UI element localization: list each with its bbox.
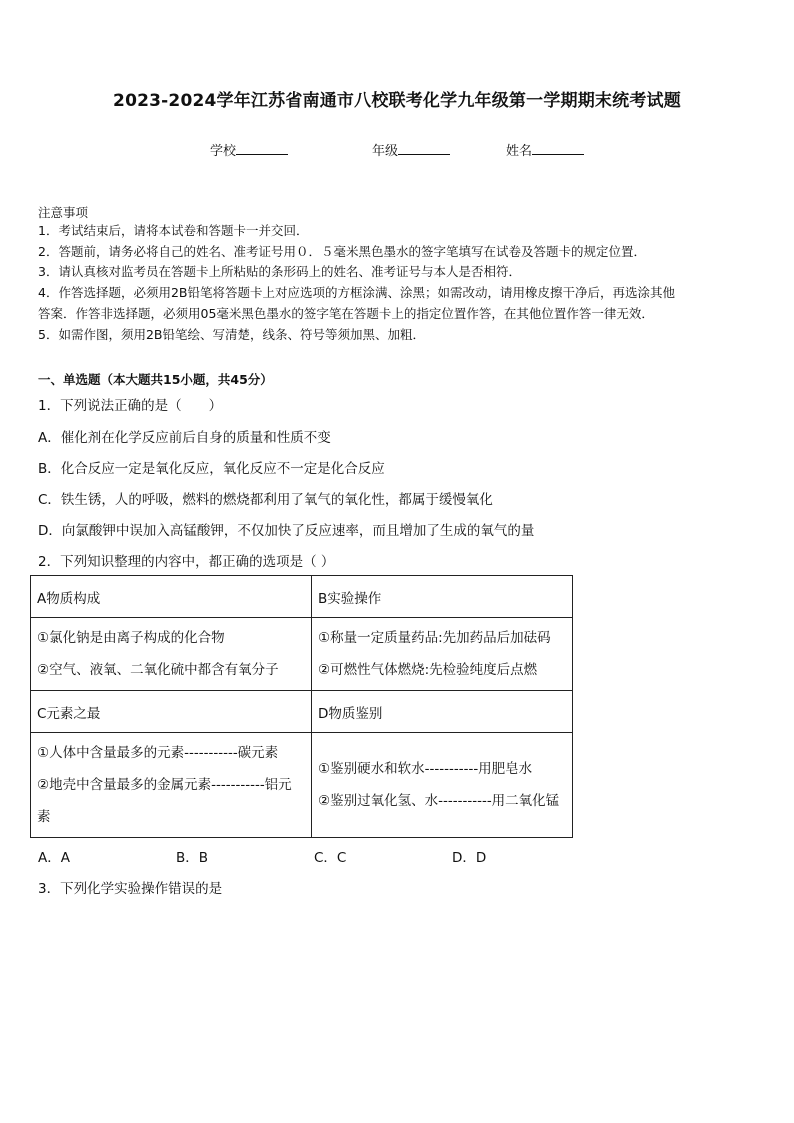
- section-heading: 一、单选题（本大题共15小题，共45分）: [38, 372, 273, 387]
- cell-b-content: [312, 618, 573, 691]
- question-2-choice-d: D．D: [452, 850, 487, 866]
- cell-line: ②空气、液氧、二氧化硫中都含有氧分子: [37, 662, 279, 678]
- question-1-option-b: B．化合反应一定是氧化反应，氧化反应不一定是化合反应: [38, 461, 385, 477]
- page-title: 2023-2024学年江苏省南通市八校联考化学九年级第一学期期末统考试题: [113, 91, 681, 111]
- note-item: 1．考试结束后，请将本试卷和答题卡一并交回．: [38, 223, 309, 238]
- grade-label: 年级: [372, 144, 399, 159]
- school-blank: [236, 141, 288, 155]
- question-1-option-a: A．催化剂在化学反应前后自身的质量和性质不变: [38, 430, 331, 446]
- question-2-choice-c: C．C: [314, 850, 347, 866]
- question-2-choice-a: A．A: [38, 850, 70, 866]
- cell-line: 素: [37, 809, 51, 825]
- question-1-stem: 1．下列说法正确的是（ ）: [38, 398, 223, 414]
- question-1-option-d: D．向氯酸钾中误加入高锰酸钾，不仅加快了反应速率，而且增加了生成的氧气的量: [38, 523, 535, 539]
- cell-line: ①氯化钠是由离子构成的化合物: [37, 630, 225, 646]
- cell-b-heading: B实验操作: [312, 576, 573, 618]
- grade-blank: [398, 141, 450, 155]
- table-row: [31, 733, 573, 838]
- cell-c-content: [31, 733, 312, 838]
- note-item: 4．作答选择题，必须用2B铅笔将答题卡上对应选项的方框涂满、涂黑；如需改动，请用橡皮擦干净后，再选涂其他: [38, 285, 675, 300]
- cell-line: ②可燃性气体燃烧:先检验纯度后点燃: [318, 662, 538, 678]
- grade-field: [372, 140, 450, 159]
- cell-d-heading: D物质鉴别: [312, 691, 573, 733]
- note-item: 3．请认真核对监考员在答题卡上所粘贴的条形码上的姓名、准考证号与本人是否相符．: [38, 264, 521, 279]
- knowledge-table: [30, 575, 573, 838]
- cell-c-heading: C元素之最: [31, 691, 312, 733]
- note-item: 2．答题前，请务必将自己的姓名、准考证号用０．５毫米黑色墨水的签字笔填写在试卷及答题卡的规定位置．: [38, 244, 646, 259]
- question-1-option-c: C．铁生锈，人的呼吸，燃料的燃烧都利用了氧气的氧化性，都属于缓慢氧化: [38, 492, 493, 508]
- name-label: 姓名: [506, 144, 533, 159]
- cell-line: ①称量一定质量药品:先加药品后加砝码: [318, 630, 551, 646]
- question-2-stem: 2．下列知识整理的内容中，都正确的选项是（ ）: [38, 554, 335, 570]
- table-row: [31, 691, 573, 733]
- note-item: 5．如需作图，须用2B铅笔绘、写清楚，线条、符号等须加黑、加粗．: [38, 327, 425, 342]
- cell-line: ①人体中含量最多的元素-----------碳元素: [37, 745, 279, 761]
- cell-line: ②地壳中含量最多的金属元素-----------铝元: [37, 777, 292, 793]
- table-row: [31, 618, 573, 691]
- notes-heading: 注意事项: [38, 205, 89, 220]
- school-label: 学校: [210, 144, 237, 159]
- cell-line: ①鉴别硬水和软水-----------用肥皂水: [318, 761, 533, 777]
- cell-d-content: [312, 733, 573, 838]
- cell-line: ②鉴别过氧化氢、水-----------用二氧化锰: [318, 793, 560, 809]
- table-row: [31, 576, 573, 618]
- name-blank: [532, 141, 584, 155]
- cell-a-heading: A物质构成: [31, 576, 312, 618]
- note-item: 答案．作答非选择题，必须用05毫米黑色墨水的签字笔在答题卡上的指定位置作答，在其他位置作答一律无效．: [38, 306, 654, 321]
- question-2-choice-b: B．B: [176, 850, 209, 866]
- school-field: [210, 140, 288, 159]
- name-field: [506, 140, 584, 159]
- question-3-stem: 3．下列化学实验操作错误的是: [38, 881, 223, 897]
- cell-a-content: [31, 618, 312, 691]
